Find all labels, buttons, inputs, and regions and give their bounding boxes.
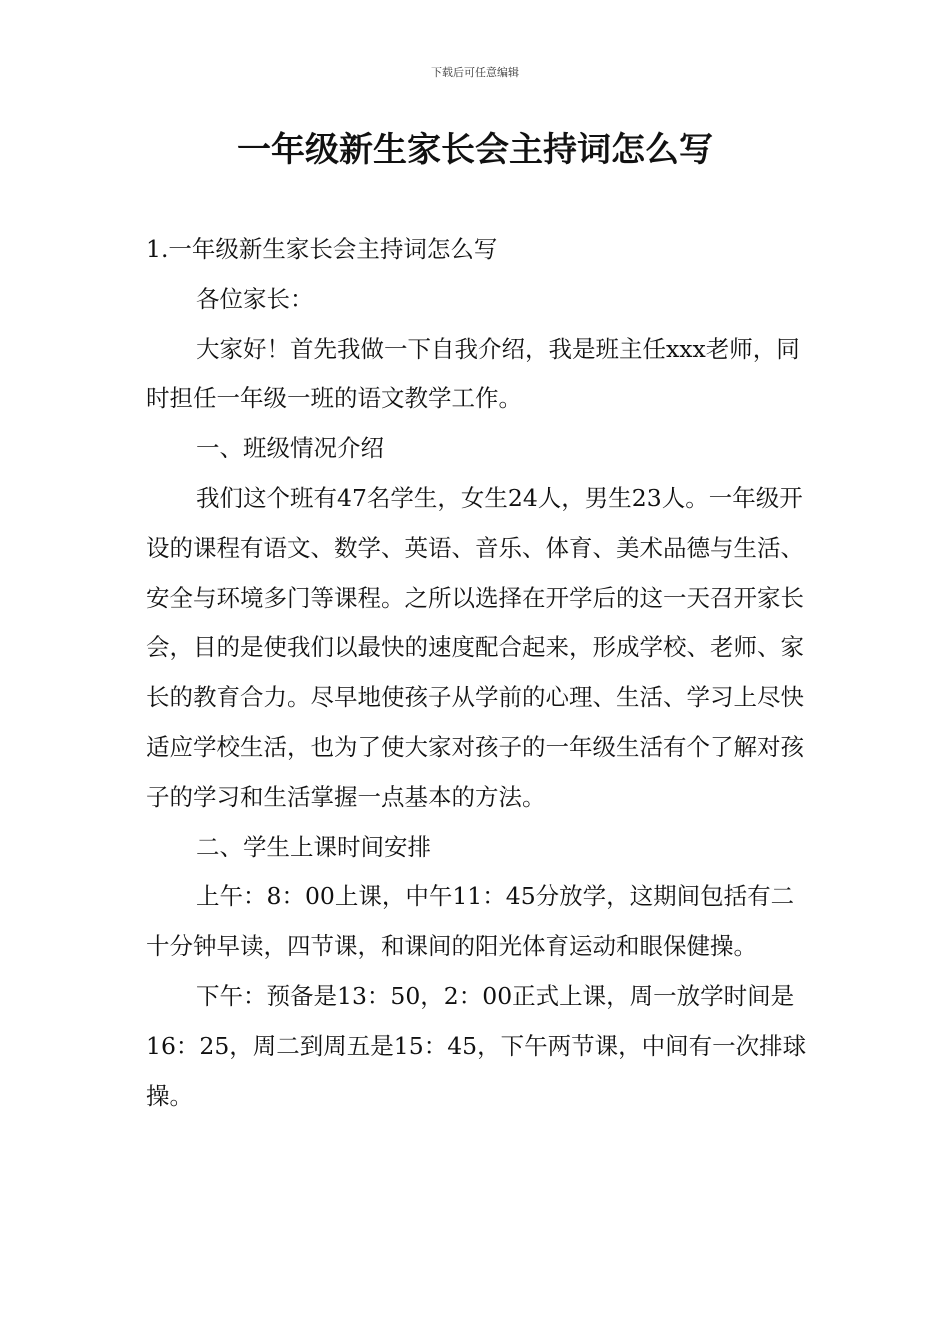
section-heading-schedule: 二、学生上课时间安排 <box>196 832 431 861</box>
document-title: 一年级新生家长会主持词怎么写 <box>237 130 713 170</box>
paragraph-introduction: 大家好！首先我做一下自我介绍，我是班主任xxx老师，同时担任一年级一班的语文教学工作。 <box>146 334 800 413</box>
paragraph-salutation: 各位家长： <box>196 284 314 313</box>
section-heading-class-info: 一、班级情况介绍 <box>196 434 384 463</box>
paragraph-afternoon-schedule: 下午：预备是13：50，2：00正式上课，周一放学时间是16：25，周二到周五是15：45，下午两节课，中间有一次排球操。 <box>146 981 807 1110</box>
document-body <box>146 225 810 1121</box>
paragraph-heading-1: 1.一年级新生家长会主持词怎么写 <box>146 235 498 263</box>
paragraph-class-info: 我们这个班有47名学生，女生24人，男生23人。一年级开设的课程有语文、数学、英语、音乐、体育、美术品德与生活、安全与环境多门等课程。之所以选择在开学后的这一天召开家长会，目的是使我们以最快的速度配合起来，形成学校、老师、家长的教育合力。尽早地使孩子从学前的心理、生活、学习上尽快适应学校生活，也为了使大家对孩子的一年级生活有个了解对孩子的学习和生活掌握一点基本的方法。 <box>146 483 804 811</box>
header-note: 下载后可任意编辑 <box>431 66 519 79</box>
paragraph-morning-schedule: 上午：8：00上课，中午11：45分放学，这期间包括有二十分钟早读，四节课，和课间的阳光体育运动和眼保健操。 <box>146 882 795 961</box>
